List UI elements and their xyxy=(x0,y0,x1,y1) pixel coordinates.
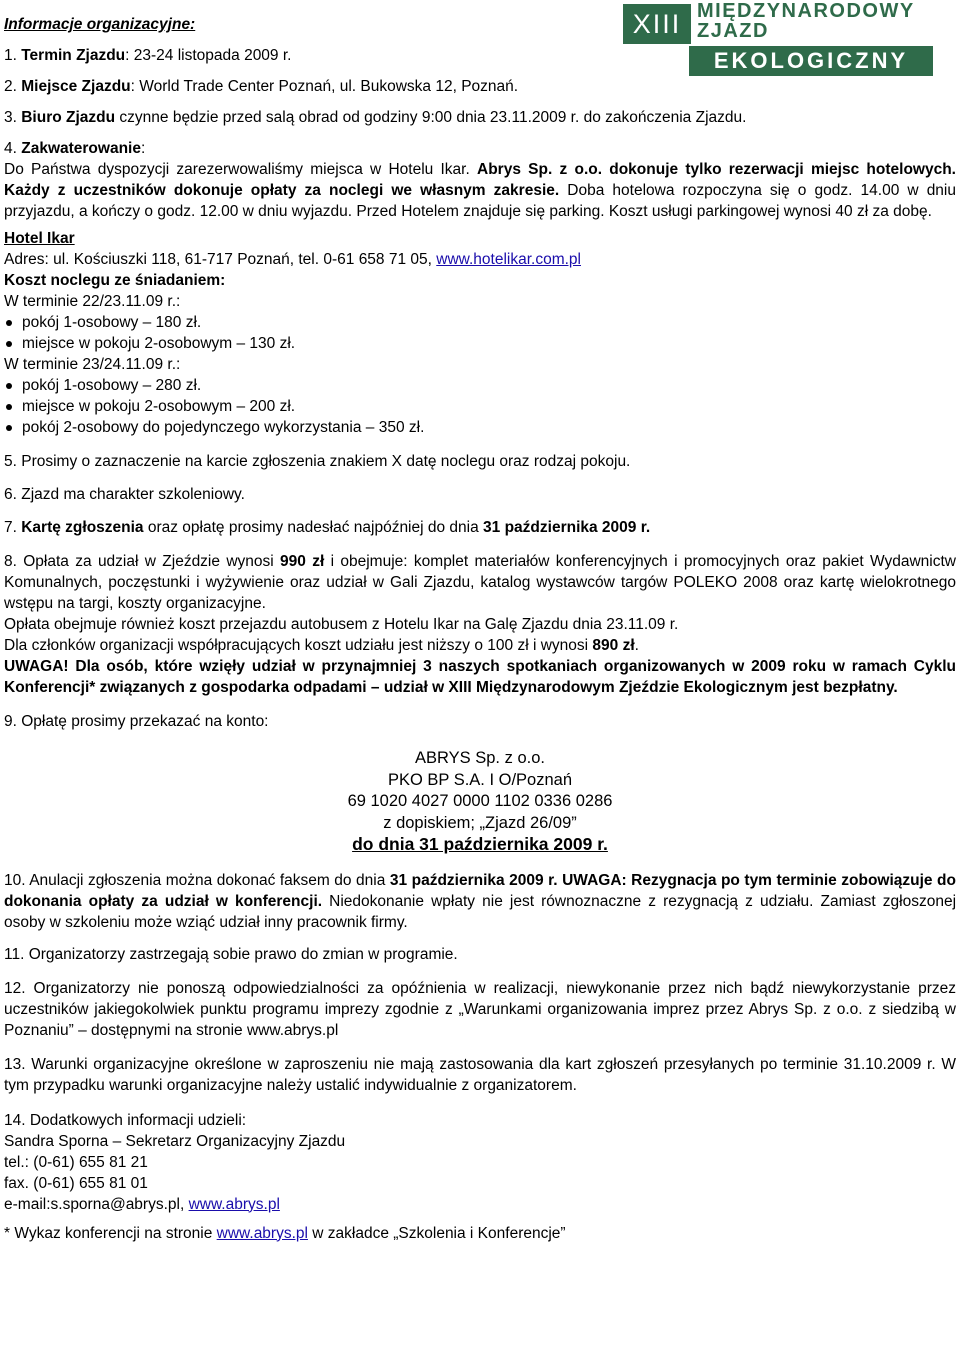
contact-fax: fax. (0-61) 655 81 01 xyxy=(4,1174,148,1192)
item-8-paragraph-2: Opłata obejmuje również koszt przejazdu autobusem z Hotelu Ikar na Galę Zjazdu dnia 23.11.09 r. xyxy=(4,616,679,633)
hotel-term-2-list xyxy=(4,375,956,438)
list-item: miejsce w pokoju 2-osobowym – 130 zł. xyxy=(4,333,956,354)
item-4-title: 4. Zakwaterowanie: xyxy=(4,140,146,157)
item-3: 3. Biuro Zjazdu czynne będzie przed salą obrad od godziny 9:00 dnia 23.11.2009 r. do zakończenia Zjazdu. xyxy=(4,109,747,126)
footnote: * Wykaz konferencji na stronie www.abrys.pl w zakładce „Szkolenia i Konferencje” xyxy=(4,1224,566,1242)
item-4-text: Do Państwa dyspozycji zarezerwowaliśmy miejsca w Hotelu Ikar. Abrys Sp. z o.o. dokonuje tylko rezerwacji miejsc hotelowych. Każdy z uczestników dokonuje opłaty za noclegi we własnym zakresie. Doba hotelowa rozpoczyna się o godz. 14.00 w dniu przyjazdu, a kończy o godz. 12.00 w dniu wyjazdu. Przed Hotelem znajduje się parking. Koszt usługi parkingowej wynosi 40 zł za dobę. xyxy=(4,161,956,220)
hotel-name: Hotel Ikar xyxy=(4,230,75,247)
contact-person: Sandra Sporna – Sekretarz Organizacyjny Zjazdu xyxy=(4,1132,346,1150)
item-7: 7. Kartę zgłoszenia oraz opłatę prosimy nadesłać najpóźniej do dnia 31 października 2009 r. xyxy=(4,519,651,536)
item-12: 12. Organizatorzy nie ponoszą odpowiedzialności za opóźnienia w realizacji, niewykonanie przez nich bądź niewykorzystanie przez uczestników jakiegokolwiek punktu programu imprezy zgodnie z „Warunkami organizowania imprez przez Abrys Sp. z o.o. z siedzibą w Poznaniu” – dostępnymi na stronie www.abrys.pl xyxy=(4,979,956,1039)
bank-name: PKO BP S.A. I O/Poznań xyxy=(387,770,573,789)
payment-deadline: do dnia 31 października 2009 r. xyxy=(352,834,608,854)
hotel-term-1: W terminie 22/23.11.09 r.: xyxy=(4,293,181,310)
item-14-intro: 14. Dodatkowych informacji udzieli: xyxy=(4,1111,247,1129)
hotel-address: Adres: ul. Kościuszki 118, 61-717 Poznań, tel. 0-61 658 71 05, www.hotelikar.com.pl xyxy=(4,251,581,268)
item-11: 11. Organizatorzy zastrzegają sobie prawo do zmian w programie. xyxy=(4,945,458,963)
logo-line-3: EKOLOGICZNY xyxy=(689,46,933,76)
list-item: pokój 2-osobowy do pojedynczego wykorzystania – 350 zł. xyxy=(4,417,956,438)
contact-phone: tel.: (0-61) 655 81 21 xyxy=(4,1153,148,1171)
transfer-reference: z dopiskiem; „Zjazd 26/09” xyxy=(383,813,577,832)
bank-account-number: 69 1020 4027 0000 1102 0336 0286 xyxy=(347,792,613,810)
logo-numeral: XIII xyxy=(623,4,691,44)
logo-line-2: ZJAZD xyxy=(697,20,769,42)
hotel-term-2: W terminie 23/24.11.09 r.: xyxy=(4,356,181,373)
hotel-website-link[interactable]: www.hotelikar.com.pl xyxy=(436,251,581,268)
list-item: pokój 1-osobowy – 180 zł. xyxy=(4,312,956,333)
bank-account-holder: ABRYS Sp. z o.o. xyxy=(415,749,545,767)
hotel-term-1-list xyxy=(4,312,956,354)
item-10: 10. Anulacji zgłoszenia można dokonać faksem do dnia 31 października 2009 r. UWAGA: Rezygnacja po tym terminie zobowiązuje do dokonania opłaty za udział w konferencji. Niedokonanie wpłaty nie jest równoznaczne z rezygnacją z udziału. Zamiast zgłoszonej osoby w szkoleniu może wziąć udział inny pracownik firmy. xyxy=(4,871,957,931)
item-8-paragraph-1: 8. Opłata za udział w Zjeździe wynosi 990 zł i obejmuje: komplet materiałów konferencyjnych i promocyjnych oraz pakiet Wydawnictw Komunalnych, poczęstunki i wyżywienie oraz udział w Gali Zjazdu, katalog wystawców targów POLEKO 2008 oraz kartę wielokrotnego wstępu na targi, koszty organizacyjne. xyxy=(4,553,956,612)
list-item: pokój 1-osobowy – 280 zł. xyxy=(4,375,956,396)
item-6: 6. Zjazd ma charakter szkoleniowy. xyxy=(4,486,245,503)
item-13: 13. Warunki organizacyjne określone w zaproszeniu nie mają zastosowania dla kart zgłoszeń przesyłanych po terminie 31.10.2009 r. W tym przypadku warunki organizacyjne należy ustalić indywidualnie z organizatorem. xyxy=(4,1055,956,1094)
footnote-link[interactable]: www.abrys.pl xyxy=(216,1224,308,1242)
item-8-paragraph-3: Dla członków organizacji współpracujących koszt udziału jest niższy o 100 zł i wynosi 890 zł. xyxy=(4,637,639,654)
list-item: miejsce w pokoju 2-osobowym – 200 zł. xyxy=(4,396,956,417)
logo-line-1: MIĘDZYNARODOWY xyxy=(697,0,915,22)
item-9-intro: 9. Opłatę prosimy przekazać na konto: xyxy=(4,713,269,730)
bank-details xyxy=(4,748,956,856)
page-heading: Informacje organizacyjne: xyxy=(4,16,196,33)
document-body xyxy=(4,0,956,1244)
hotel-cost-title: Koszt noclegu ze śniadaniem: xyxy=(4,272,226,289)
item-8-notice: UWAGA! Dla osób, które wzięły udział w przynajmniej 3 naszych spotkaniach organizowanych w 2009 roku w ramach Cyklu Konferencji* związanych z gospodarka odpadami – udział w XIII Międzynarodowym Zjeździe Ekologicznym jest bezpłatny. xyxy=(4,658,956,696)
item-5: 5. Prosimy o zaznaczenie na karcie zgłoszenia znakiem X datę noclegu oraz rodzaj pokoju. xyxy=(4,453,631,470)
item-2: 2. Miejsce Zjazdu: World Trade Center Poznań, ul. Bukowska 12, Poznań. xyxy=(4,78,519,95)
contact-email: e-mail:s.sporna@abrys.pl, www.abrys.pl xyxy=(4,1195,280,1213)
abrys-website-link[interactable]: www.abrys.pl xyxy=(188,1195,280,1213)
item-1: 1. Termin Zjazdu: 23-24 listopada 2009 r. xyxy=(4,47,292,64)
